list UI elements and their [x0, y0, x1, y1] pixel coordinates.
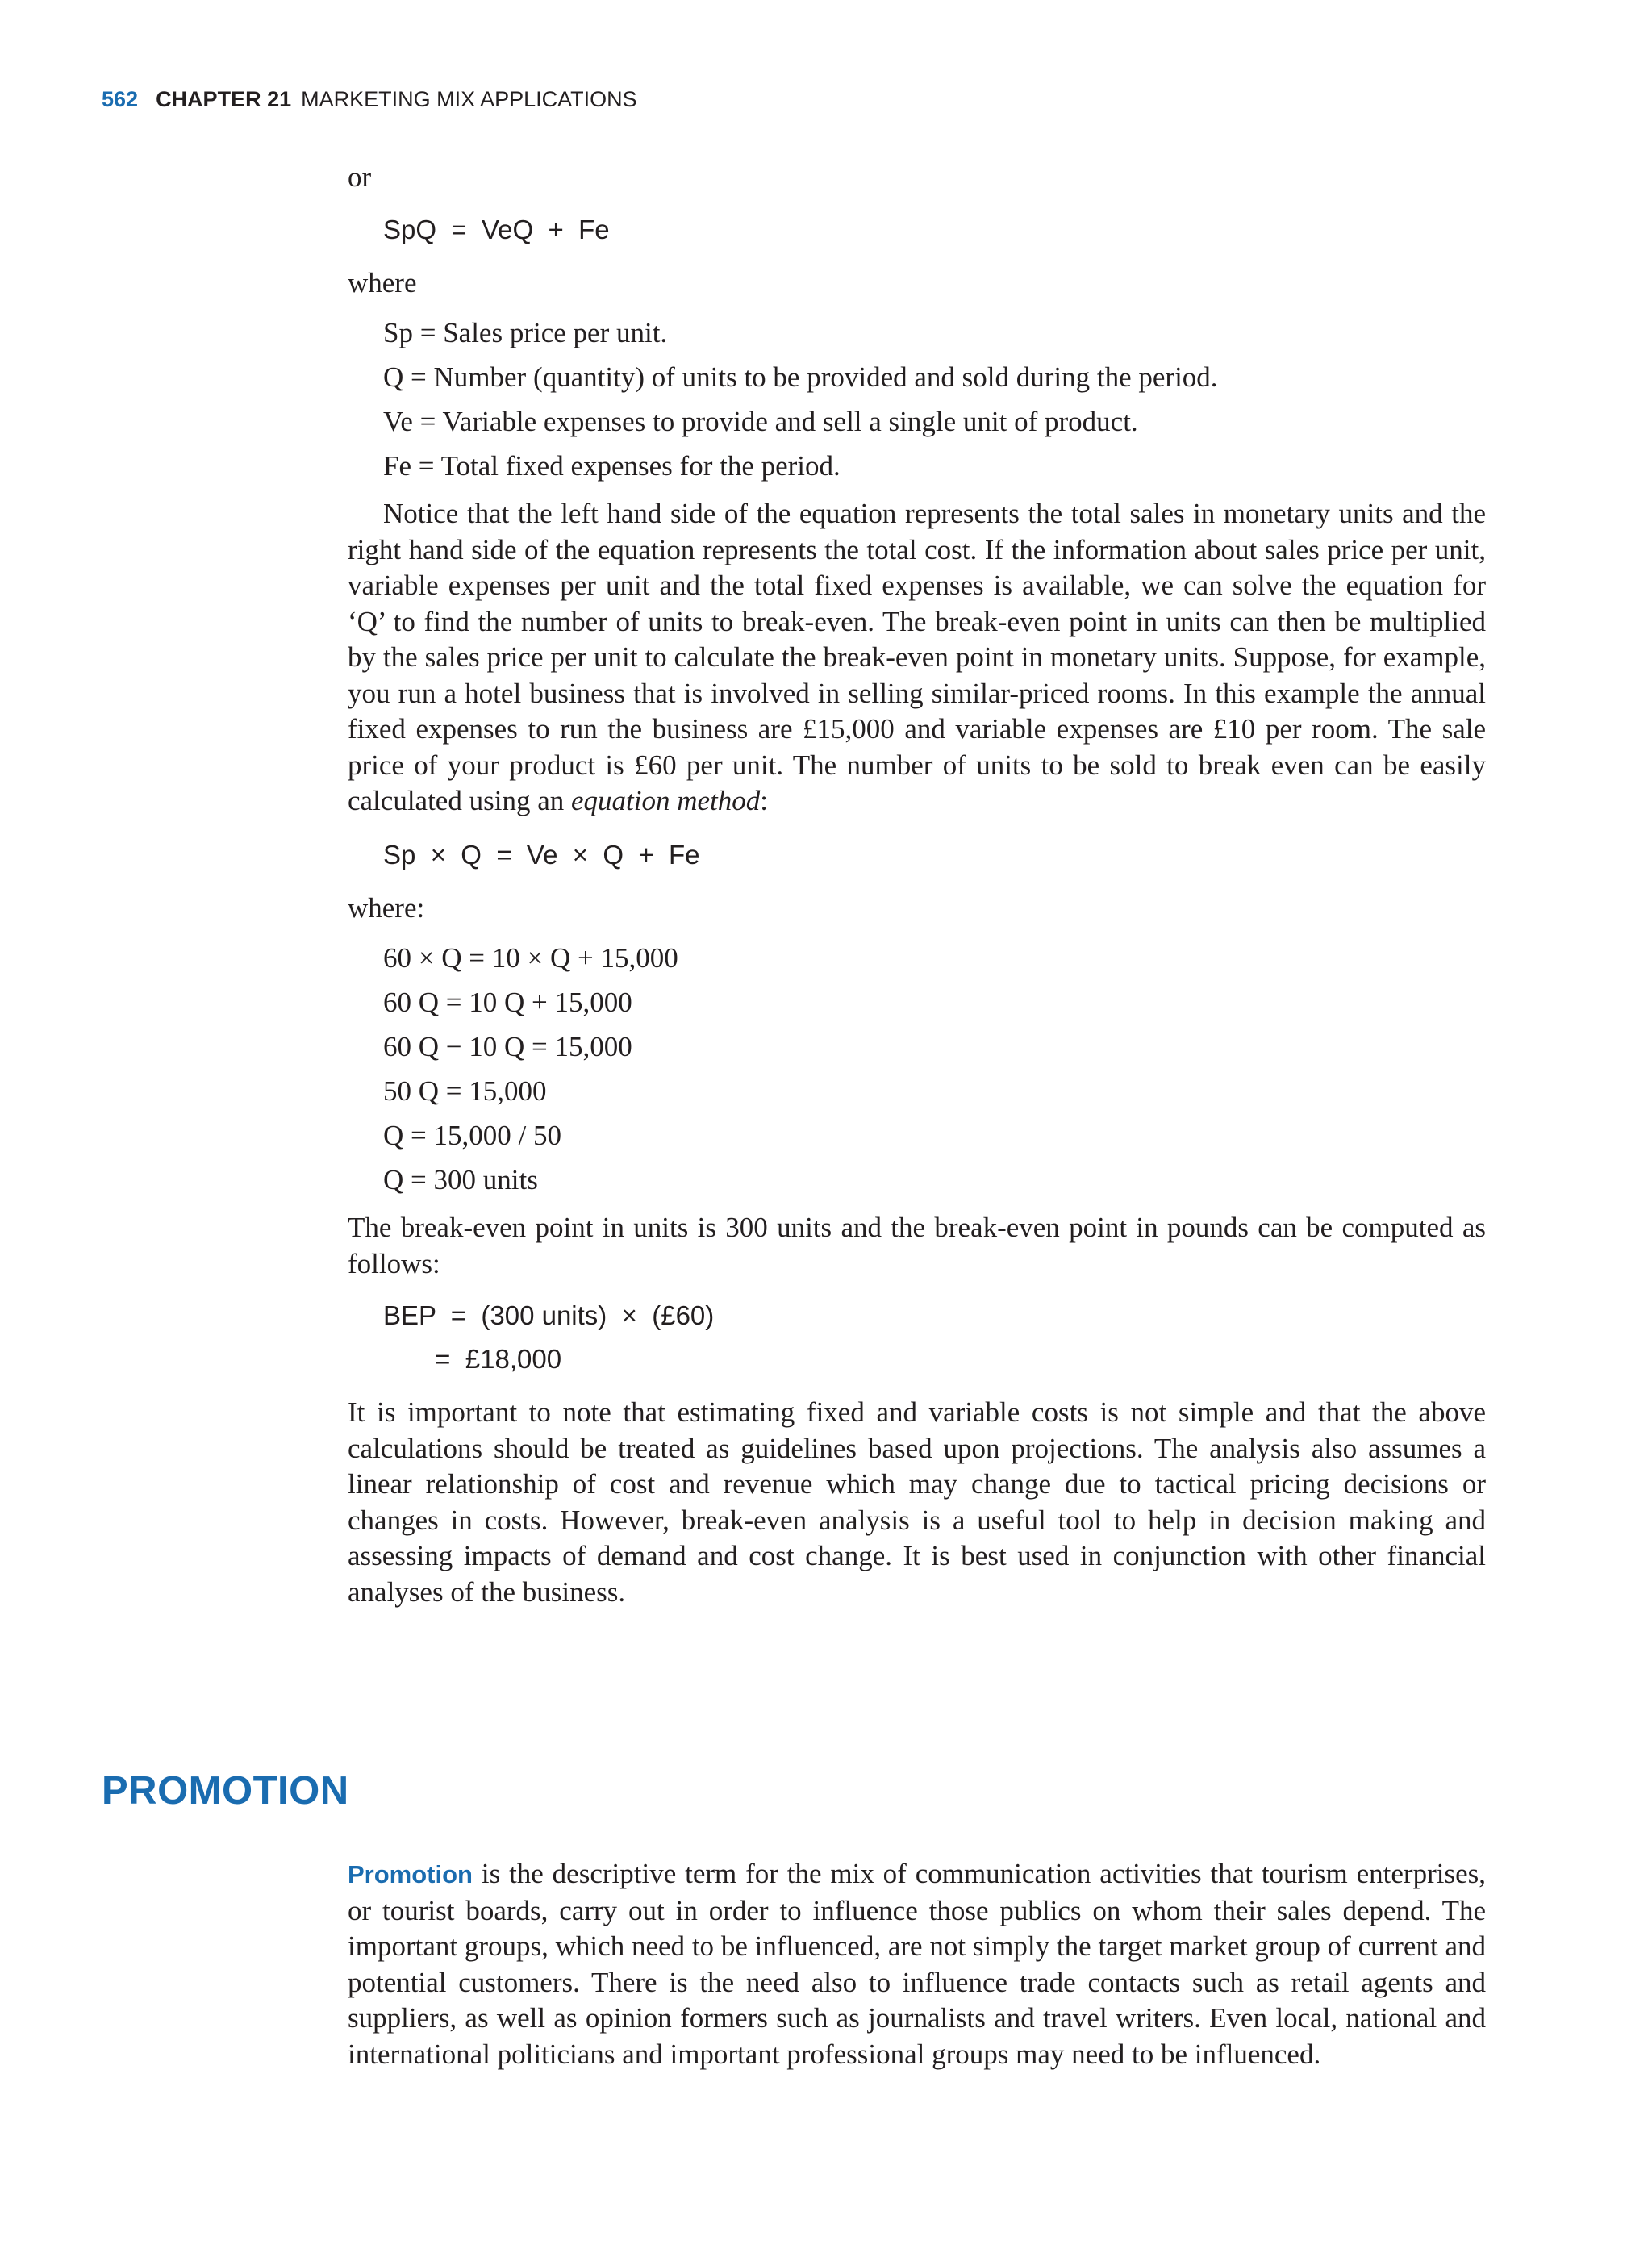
- emphasis-text: equation method: [570, 785, 761, 816]
- bep-line-1: BEP = (300 units) × (£60): [383, 1300, 715, 1330]
- break-even-equation: SpQ = VeQ + Fe: [383, 214, 610, 244]
- or-text: or: [348, 161, 372, 193]
- definition-list: [348, 311, 1486, 488]
- chapter-title: MARKETING MIX APPLICATIONS: [301, 87, 637, 111]
- paragraph-text: Notice that the left hand side of the equation represents the total sales in monetary units and the right hand side of the equation represents the total cost. If the information about sales price per unit, variable expenses per unit and the total fixed expenses is available, we can solve the equation for ‘Q’ to find the number of units to break-even. The break-even point in units can then be multiplied by the sales price per unit to calculate the break-even point in monetary units. Suppose, for example, you run a hotel business that is involved in selling similar-priced rooms. In this example the annual fixed expenses to run the business are £15,000 and variable expenses are £10 per room. The sale price of your product is £60 per unit. The number of units to be sold to break even can be easily calculated using an: [348, 498, 1486, 816]
- key-term: Promotion: [348, 1860, 473, 1888]
- calculation-steps: [348, 936, 1486, 1202]
- calculation-step: Q = 15,000 / 50: [383, 1120, 561, 1151]
- bep-line-2: = £18,000: [383, 1344, 562, 1374]
- paragraph-bep-intro: The break-even point in units is 300 units and the break-even point in pounds can be computed as follows:: [348, 1212, 1486, 1279]
- section-heading-promotion: PROMOTION: [102, 1769, 349, 1813]
- calculation-step: Q = 300 units: [383, 1164, 538, 1196]
- calculation-step: 60 Q − 10 Q = 15,000: [383, 1031, 632, 1062]
- promotion-text: is the descriptive term for the mix of communication activities that tourism enterprises, or tourist boards, carry out in order to influence those publics on whom their sales depend. The important groups, which need to be influenced, are not simply the target market group of current and potential customers. There is the need also to influence trade contacts such as retail agents and suppliers, as well as opinion formers such as journalists and travel writers. Even local, national and international politicians and important professional groups may need to be influenced.: [348, 1858, 1486, 2070]
- chapter-label: CHAPTER 21: [156, 87, 292, 111]
- calculation-step: 50 Q = 15,000: [383, 1075, 547, 1107]
- where-text: where: [348, 266, 417, 298]
- definition-item: Sp = Sales price per unit.: [383, 317, 668, 348]
- where-text-2: where:: [348, 891, 425, 924]
- definition-item: Ve = Variable expenses to provide and sell a single unit of product.: [383, 406, 1138, 437]
- paragraph-caveats: It is important to note that estimating fixed and variable costs is not simple and that the above calculations should be treated as guidelines based upon projections. The analysis also assumes a linear relationship of cost and revenue which may change due to tactical pricing decisions or changes in costs. However, break-even analysis is a useful tool to help in decision making and assessing impacts of demand and cost change. It is best used in conjunction with other financial analyses of the business.: [348, 1396, 1486, 1608]
- promotion-paragraph: [348, 1856, 1486, 2072]
- main-content: [348, 160, 1486, 1610]
- equation-method: Sp × Q = Ve × Q + Fe: [383, 839, 700, 870]
- calculation-step: 60 Q = 10 Q + 15,000: [383, 987, 632, 1018]
- running-header: [102, 87, 637, 112]
- paragraph-explanation: [348, 496, 1486, 820]
- promotion-section: [348, 1856, 1486, 2072]
- definition-item: Fe = Total fixed expenses for the period.: [383, 450, 841, 482]
- page-number: 562: [102, 87, 139, 111]
- paragraph-tail: :: [760, 785, 768, 816]
- calculation-step: 60 × Q = 10 × Q + 15,000: [383, 942, 678, 974]
- definition-item: Q = Number (quantity) of units to be provided and sold during the period.: [383, 361, 1218, 393]
